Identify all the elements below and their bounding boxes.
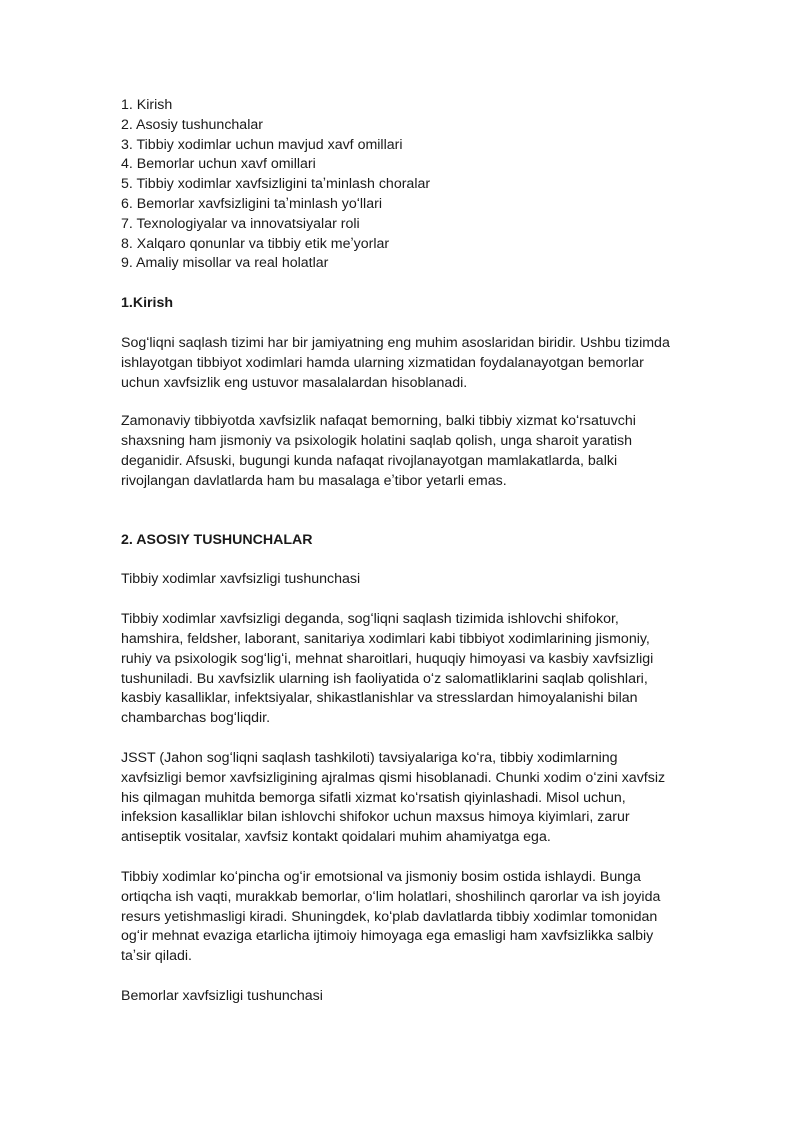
toc-item: 6. Bemorlar xavfsizligini taʼminlash yoʻllari bbox=[121, 195, 382, 212]
subheading: Tibbiy xodimlar xavfsizligi tushunchasi bbox=[121, 571, 361, 588]
toc-item: 1. Kirish bbox=[121, 97, 173, 113]
document-page bbox=[121, 96, 681, 1007]
section-heading-asosiy-tushunchalar: 2. ASOSIY TUSHUNCHALAR bbox=[121, 531, 313, 548]
toc-item: 3. Tibbiy xodimlar uchun mavjud xavf omillari bbox=[121, 136, 403, 153]
paragraph: Sogʻliqni saqlash tizimi har bir jamiyatning eng muhim asoslaridan biridir. Ushbu tizimda ishlayotgan tibbiyot xodimlari hamda ularning xizmatidan foydalanayotgan bemorlar uchun xavfsizlik eng ustuvor masalalardan hisoblanadi. bbox=[121, 334, 670, 391]
toc-item: 2. Asosiy tushunchalar bbox=[121, 116, 263, 133]
toc-item: 9. Amaliy misollar va real holatlar bbox=[121, 255, 329, 272]
paragraph: Tibbiy xodimlar xavfsizligi deganda, sogʻliqni saqlash tizimida ishlovchi shifokor, hamshira, feldsher, laborant, sanitariya xodimlari kabi tibbiyot xodimlarining jismoniy, ruhiy va psixologik sogʻligʻi, mehnat sharoitlari, huquqiy himoyasi va kasbiy xavfsizligi tushuniladi. Bu xavfsizlik ularning ish faoliyatida oʻz salomatliklarini saqlab qolishlari, kasbiy kasalliklar, infektsiyalar, shikastlanishlar va stresslardan himoyalanishi bilan chambarchas bogʻliqdir. bbox=[121, 611, 654, 727]
toc-item: 7. Texnologiyalar va innovatsiyalar roli bbox=[121, 215, 360, 232]
paragraph: Tibbiy xodimlar koʻpincha ogʻir emotsional va jismoniy bosim ostida ishlaydi. Bunga ortiqcha ish vaqti, murakkab bemorlar, oʻlim holatlari, shoshilinch qarorlar va ish joyida resurs yetishmasligi kiradi. Shuningdek, koʻplab davlatlarda tibbiy xodimlar tomonidan ogʻir mehnat evaziga etarlicha ijtimoiy himoyaga ega emasligi ham xavfsizlikka salbiy taʼsir qiladi. bbox=[121, 868, 661, 965]
subheading: Bemorlar xavfsizligi tushunchasi bbox=[121, 987, 323, 1004]
section-heading-kirish: 1.Kirish bbox=[121, 295, 174, 312]
toc-item: 5. Tibbiy xodimlar xavfsizligini taʼminlash choralar bbox=[121, 176, 431, 193]
paragraph: Zamonaviy tibbiyotda xavfsizlik nafaqat bemorning, balki tibbiy xizmat koʻrsatuvchi shaxsning ham jismoniy va psixologik holatini saqlab qolish, unga sharoit yaratish deganidir. Afsuski, bugungi kunda nafaqat rivojlanayotgan mamlakatlarda, balki rivojlangan davlatlarda ham bu masalaga eʼtibor yetarli emas. bbox=[121, 413, 636, 489]
paragraph: JSST (Jahon sogʻliqni saqlash tashkiloti) tavsiyalariga koʻra, tibbiy xodimlarning xavfsizligi bemor xavfsizligining ajralmas qismi hisoblanadi. Chunki xodim oʻzini xavfsiz his qilmagan muhitda bemorga sifatli xizmat koʻrsatish qiyinlashadi. Misol uchun, infeksion kasalliklar bilan ishlovchi shifokor uchun maxsus himoya kiyimlari, zarur antiseptik vositalar, xavfsiz kontakt qoidalari muhim ahamiyatga ega. bbox=[121, 749, 666, 846]
toc-item: 8. Xalqaro qonunlar va tibbiy etik meʼyorlar bbox=[121, 235, 390, 252]
table-of-contents bbox=[121, 96, 681, 274]
toc-item: 4. Bemorlar uchun xavf omillari bbox=[121, 156, 316, 173]
